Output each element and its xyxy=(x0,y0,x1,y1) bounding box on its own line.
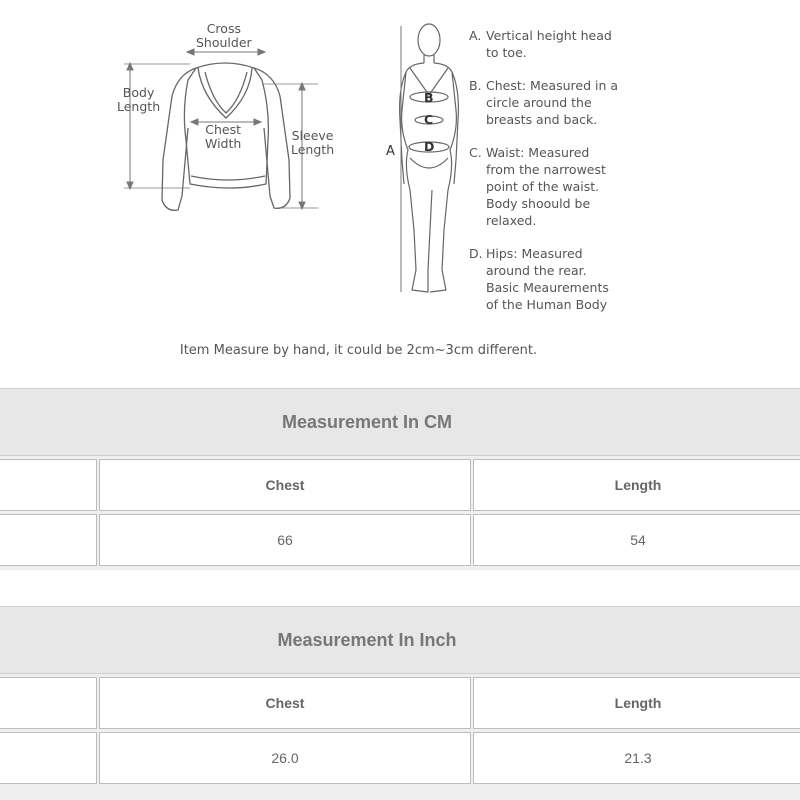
cm-value-chest: 66 xyxy=(99,514,471,566)
measurement-legend xyxy=(469,27,639,329)
inch-value-length: 21.3 xyxy=(473,732,800,784)
cross-shoulder-label: Cross Shoulder xyxy=(196,21,252,50)
cm-value-length: 54 xyxy=(473,514,800,566)
measure-note: Item Measure by hand, it could be 2cm~3cm different. xyxy=(179,343,538,358)
legend-item-c: C. Waist: Measured from the narrowest point of the waist. Body shoould be relaxed. xyxy=(469,145,606,228)
body-length-label: Body Length xyxy=(117,85,161,114)
inch-header-length: Length xyxy=(473,677,800,729)
inch-header-blank xyxy=(0,677,97,729)
inch-value-blank xyxy=(0,732,97,784)
marker-d: D xyxy=(424,139,435,154)
size-diagram xyxy=(0,0,800,380)
cm-value-blank xyxy=(0,514,97,566)
legend-item-d: D. Hips: Measured around the rear. Basic Meaurements of the Human Body xyxy=(469,246,609,312)
legend-item-a: A. Vertical height head to toe. xyxy=(469,28,612,60)
marker-a: A xyxy=(386,144,395,159)
inch-table-title: Measurement In Inch xyxy=(0,606,800,674)
inch-value-chest: 26.0 xyxy=(99,732,471,784)
legend-item-b: B. Chest: Measured in a circle around the breasts and back. xyxy=(469,78,619,127)
human-figure-illustration xyxy=(0,0,800,380)
cm-header-length: Length xyxy=(473,459,800,511)
cm-header-chest: Chest xyxy=(99,459,471,511)
marker-c: C xyxy=(424,112,434,127)
cm-header-blank xyxy=(0,459,97,511)
cm-table-title: Measurement In CM xyxy=(0,388,800,456)
sleeve-length-label: Sleeve Length xyxy=(291,128,335,157)
marker-b: B xyxy=(424,90,434,105)
chest-width-label: Chest Width xyxy=(205,122,242,151)
inch-header-chest: Chest xyxy=(99,677,471,729)
